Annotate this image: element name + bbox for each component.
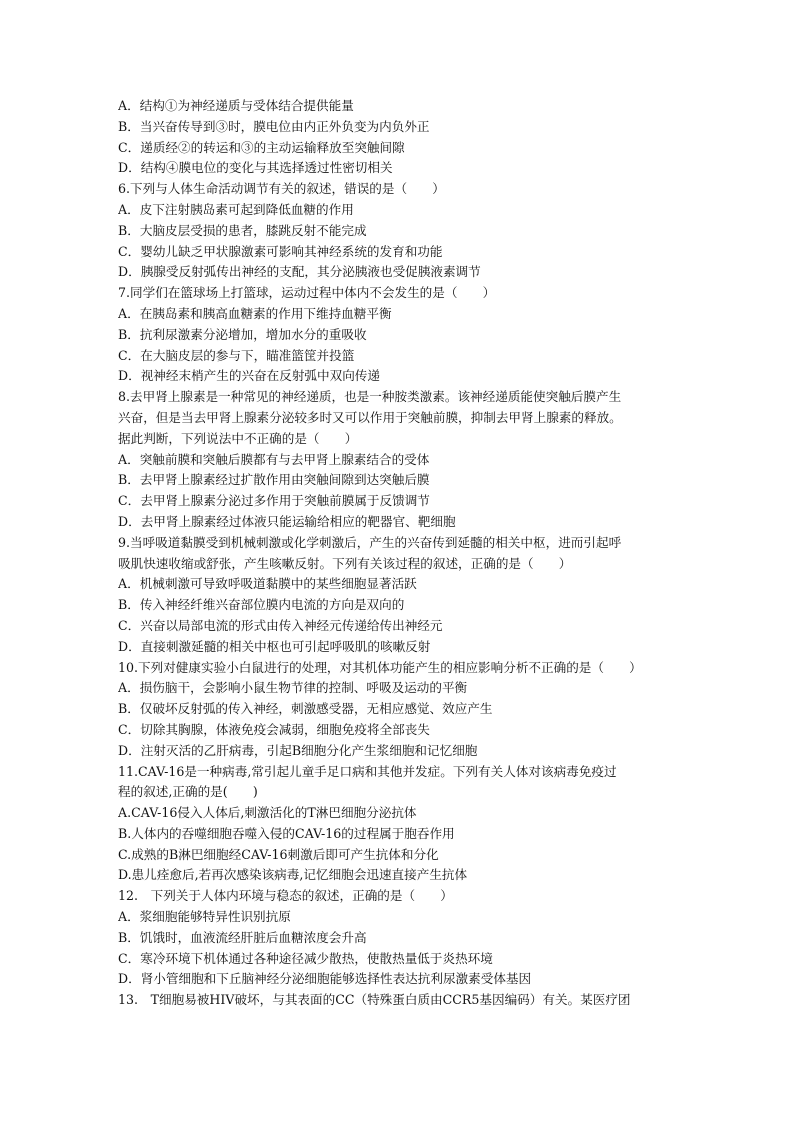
document-page [118,96,698,1011]
text-line: D.患儿痊愈后,若再次感染该病毒,记忆细胞会迅速直接产生抗体 [118,867,468,883]
text-line: D．注射灭活的乙肝病毒，引起B细胞分化产生浆细胞和记忆细胞 [118,742,478,758]
question-6-stem: 6.下列与人体生命活动调节有关的叙述，错误的是（ ） [118,181,445,197]
text-line: C．兴奋以局部电流的形式由传入神经元传递给传出神经元 [118,617,443,633]
text-line: D．视神经末梢产生的兴奋在反射弧中双向传递 [118,368,380,384]
text-line: D．直接刺激延髓的相关中枢也可引起呼吸肌的咳嗽反射 [118,638,431,654]
text-line: C．婴幼儿缺乏甲状腺激素可影响其神经系统的发育和功能 [118,243,443,259]
text-line: D．结构④膜电位的变化与其选择透过性密切相关 [118,160,393,176]
text-line: A．损伤脑干，会影响小鼠生物节律的控制、呼吸及运动的平衡 [118,680,468,696]
text-line: C．寒冷环境下机体通过各种途径减少散热，使散热量低于炎热环境 [118,950,493,966]
question-12-stem: 12. 下列关于人体内环境与稳态的叙述，正确的是（ ） [118,888,453,904]
text-line: 程的叙述,正确的是( ) [118,784,258,800]
text-line: 兴奋，但是当去甲肾上腺素分泌较多时又可以作用于突触前膜，抑制去甲肾上腺素的释放。 [118,409,622,425]
text-line: D．去甲肾上腺素经过体液只能运输给相应的靶器官、靶细胞 [118,513,456,529]
text-line: A．结构①为神经递质与受体结合提供能量 [118,98,354,113]
question-8-stem: 8.去甲肾上腺素是一种常见的神经递质，也是一种胺类激素。该神经递质能使突触后膜产生 [118,389,622,405]
text-line: A．皮下注射胰岛素可起到降低血糖的作用 [118,201,354,217]
question-7-stem: 7.同学们在篮球场上打篮球，运动过程中体内不会发生的是（ ） [118,285,496,301]
text-line: A．浆细胞能够特异性识别抗原 [118,909,291,925]
text-line: A.CAV-16侵入人体后,刺激活化的T淋巴细胞分泌抗体 [118,805,417,821]
question-9-stem: 9.当呼吸道黏膜受到机械刺激或化学刺激后，产生的兴奋传到延髓的相关中枢，进而引起呼 [118,534,622,550]
text-line: C．递质经②的转运和③的主动运输释放至突触间隙 [118,139,405,155]
text-line: B.人体内的吞噬细胞吞噬入侵的CAV-16的过程属于胞吞作用 [118,825,455,841]
question-10-stem: 10.下列对健康实验小白鼠进行的处理，对其机体功能产生的相应影响分析不正确的是（ ） [118,659,642,675]
text-line: A．在胰岛素和胰高血糖素的作用下维持血糖平衡 [118,305,392,321]
text-line: C．去甲肾上腺素分泌过多作用于突触前膜属于反馈调节 [118,493,430,509]
text-line: C．切除其胸腺，体液免疫会减弱，细胞免疫将全部丧失 [118,721,430,737]
text-line: A．突触前膜和突触后膜都有与去甲肾上腺素结合的受体 [118,451,430,467]
text-line: D．胰腺受反射弧传出神经的支配，其分泌胰液也受促胰液素调节 [118,264,481,280]
text-line: C．在大脑皮层的参与下，瞄准篮筐并投篮 [118,347,355,363]
text-line: C.成熟的B淋巴细胞经CAV-16刺激后即可产生抗体和分化 [118,846,439,862]
question-13-stem: 13. T细胞易被HIV破坏，与其表面的CC（特殊蛋白质由CCR5基因编码）有关。某医疗团 [118,992,631,1008]
text-line: B．传入神经纤维兴奋部位膜内电流的方向是双向的 [118,597,405,613]
text-line: B．仅破坏反射弧的传入神经，刺激感受器，无相应感觉、效应产生 [118,701,493,717]
text-line: 据此判断，下列说法中不正确的是（ ） [118,430,358,446]
text-line: B．饥饿时，血液流经肝脏后血糖浓度会升高 [118,929,367,945]
text-line: A．机械刺激可导致呼吸道黏膜中的某些细胞显著活跃 [118,576,417,592]
text-line: 吸肌快速收缩或舒张，产生咳嗽反射。下列有关该过程的叙述，正确的是（ ） [118,555,572,571]
question-11-stem: 11.CAV-16是一种病毒,常引起儿童手足口病和其他并发症。下列有关人体对该病毒免疫过 [118,763,617,779]
text-line: B．大脑皮层受损的患者，膝跳反射不能完成 [118,222,367,238]
text-line: B．当兴奋传导到③时，膜电位由内正外负变为内负外正 [118,118,430,134]
text-line: D．肾小管细胞和下丘脑神经分泌细胞能够选择性表达抗利尿激素受体基因 [118,971,532,987]
text-line: B．去甲肾上腺素经过扩散作用由突触间隙到达突触后膜 [118,472,430,488]
text-line: B．抗利尿激素分泌增加，增加水分的重吸收 [118,326,367,342]
